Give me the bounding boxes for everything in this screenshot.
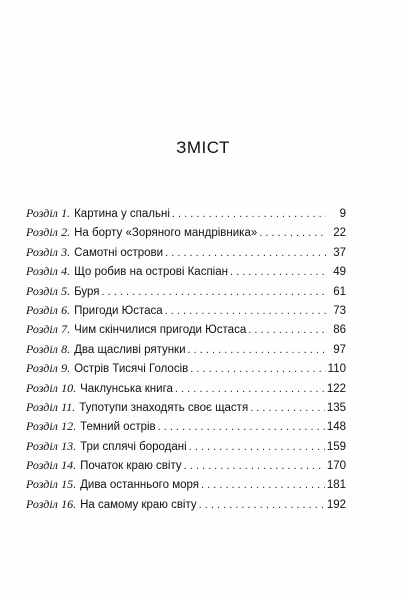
- chapter-title: Тупотупи знаходять своє щастя: [79, 401, 249, 414]
- page-number: 61: [333, 285, 346, 298]
- page-number: 9: [339, 208, 346, 220]
- toc-entry[interactable]: [26, 245, 346, 264]
- toc-entry[interactable]: [26, 342, 346, 361]
- chapter-title: Острів Тисячі Голосів: [74, 363, 189, 376]
- chapter-title: Картина у спальні: [74, 208, 170, 220]
- dot-leader: [248, 324, 326, 336]
- chapter-word: Розділ: [26, 283, 58, 298]
- toc-entry[interactable]: [26, 284, 346, 303]
- dot-leader: [175, 383, 325, 395]
- toc-entry[interactable]: [26, 264, 346, 283]
- chapter-word: Розділ: [26, 302, 58, 317]
- dot-leader: [250, 402, 325, 414]
- page-number: 159: [326, 440, 346, 453]
- chapter-title: Два щасливі рятунки: [74, 343, 186, 356]
- dot-leader: [230, 266, 326, 278]
- chapter-word: Розділ: [26, 244, 58, 259]
- chapter-word: Розділ: [26, 438, 58, 453]
- page-number: 170: [326, 460, 346, 473]
- chapter-number: 14.: [61, 458, 77, 473]
- toc-entry[interactable]: [26, 206, 346, 225]
- page-number: 86: [333, 324, 346, 337]
- dot-leader: [190, 363, 325, 375]
- page-number: 97: [333, 343, 346, 356]
- chapter-number: 1.: [61, 206, 71, 220]
- page-number: 148: [326, 421, 346, 434]
- toc-entry[interactable]: [26, 458, 346, 477]
- chapter-title: Самотні острови: [74, 246, 164, 259]
- toc-entry[interactable]: [26, 400, 346, 419]
- chapter-word: Розділ: [26, 496, 58, 511]
- chapter-word: Розділ: [26, 419, 58, 434]
- chapter-title: Пригоди Юстаса: [74, 304, 163, 317]
- dot-leader: [199, 499, 325, 511]
- toc-entry[interactable]: [26, 303, 346, 322]
- chapter-word: Розділ: [26, 225, 58, 240]
- toc-entry[interactable]: [26, 361, 346, 380]
- dot-leader: [188, 344, 326, 356]
- chapter-title: Що робив на острові Каспіан: [74, 266, 228, 279]
- dot-leader: [172, 208, 326, 220]
- chapter-number: 2.: [61, 225, 71, 240]
- toc-entry[interactable]: [26, 225, 346, 244]
- page-number: 73: [333, 304, 346, 317]
- chapter-word: Розділ: [26, 477, 58, 492]
- dot-leader: [102, 286, 326, 298]
- page-number: 49: [333, 266, 346, 279]
- chapter-word: Розділ: [26, 458, 58, 473]
- chapter-number: 13.: [61, 438, 77, 453]
- chapter-number: 8.: [61, 341, 71, 356]
- page-number: 37: [333, 246, 346, 259]
- dot-leader: [184, 460, 325, 472]
- chapter-number: 16.: [61, 496, 77, 511]
- chapter-word: Розділ: [26, 264, 58, 279]
- chapter-title: Чаклунська книга: [80, 382, 173, 395]
- toc-entry[interactable]: [26, 497, 346, 516]
- page-number: 22: [333, 227, 346, 240]
- chapter-number: 15.: [61, 477, 77, 492]
- chapter-word: Розділ: [26, 322, 58, 337]
- chapter-number: 10.: [61, 380, 77, 395]
- toc-entry[interactable]: [26, 322, 346, 341]
- chapter-title: Три сплячі бородані: [80, 440, 187, 453]
- chapter-title: Буря: [74, 285, 100, 298]
- chapter-word: Розділ: [26, 206, 58, 220]
- chapter-word: Розділ: [26, 361, 58, 376]
- toc-list: [26, 206, 346, 516]
- toc-entry[interactable]: [26, 419, 346, 438]
- page-number: 110: [327, 363, 346, 376]
- chapter-number: 6.: [61, 302, 71, 317]
- chapter-title: Чим скінчилися пригоди Юстаса: [74, 324, 247, 337]
- dot-leader: [259, 227, 326, 239]
- chapter-number: 4.: [61, 264, 71, 279]
- dot-leader: [201, 479, 325, 491]
- chapter-number: 9.: [61, 361, 71, 376]
- page-number: 181: [326, 479, 346, 492]
- dot-leader: [158, 421, 325, 433]
- toc-heading: ЗМІСТ: [176, 138, 230, 157]
- chapter-number: 7.: [61, 322, 71, 337]
- chapter-word: Розділ: [26, 399, 58, 414]
- chapter-title: Початок краю світу: [80, 460, 182, 473]
- chapter-number: 3.: [61, 244, 71, 259]
- chapter-word: Розділ: [26, 380, 58, 395]
- page-number: 192: [326, 498, 346, 511]
- dot-leader: [189, 441, 325, 453]
- toc-entry[interactable]: [26, 439, 346, 458]
- dot-leader: [165, 305, 326, 317]
- chapter-title: На борту «Зоряного мандрівника»: [74, 227, 258, 240]
- page-number: 122: [326, 382, 346, 395]
- toc-entry[interactable]: [26, 381, 346, 400]
- chapter-word: Розділ: [26, 341, 58, 356]
- chapter-number: 12.: [61, 419, 77, 434]
- chapter-title: На самому краю світу: [80, 498, 197, 511]
- chapter-title: Темний острів: [80, 421, 156, 434]
- chapter-number: 11.: [61, 399, 76, 414]
- chapter-number: 5.: [61, 283, 71, 298]
- page-number: 135: [326, 401, 346, 414]
- toc-entry[interactable]: [26, 477, 346, 496]
- dot-leader: [165, 247, 326, 259]
- chapter-title: Дива останнього моря: [80, 479, 199, 492]
